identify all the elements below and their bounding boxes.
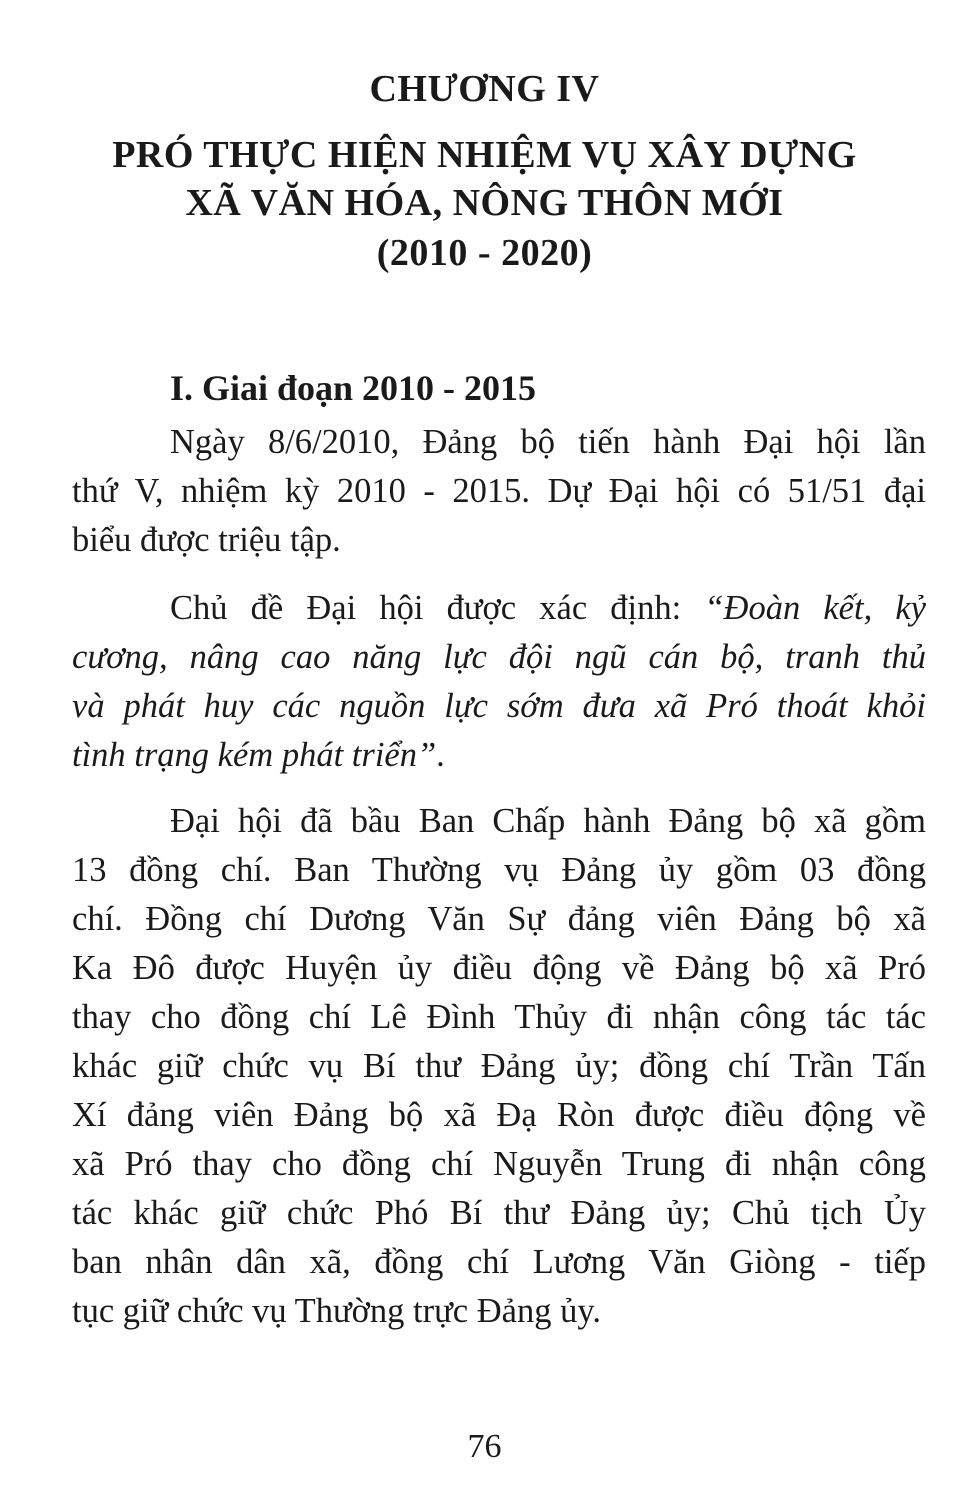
theme-quote: và phát huy các nguồn lực sớm đưa xã Pró thoát khỏi (72, 687, 926, 725)
paragraph-line (72, 584, 926, 633)
paragraph-line: khác giữ chức vụ Bí thư Đảng ủy; đồng chí Trần Tấn (72, 1047, 926, 1085)
paragraph-line: tác khác giữ chức Phó Bí thư Đảng ủy; Chủ tịch Ủy (72, 1194, 926, 1232)
paragraph-line: chí. Đồng chí Dương Văn Sự đảng viên Đảng bộ xã (72, 900, 926, 938)
chapter-period: (2010 - 2020) (376, 232, 593, 274)
section-heading: I. Giai đoạn 2010 - 2015 (170, 368, 537, 408)
chapter-title-line-1: PRÓ THỰC HIỆN NHIỆM VỤ XÂY DỰNG (112, 134, 857, 176)
paragraph-line (72, 731, 926, 780)
paragraph-line: Ka Đô được Huyện ủy điều động về Đảng bộ xã Pró (72, 949, 926, 987)
paragraph-line: thay cho đồng chí Lê Đình Thủy đi nhận công tác tác (72, 998, 926, 1036)
paragraph-congress-date (72, 418, 926, 565)
theme-quote: “Đoàn kết, kỷ (704, 589, 926, 627)
page-number: 76 (467, 1428, 502, 1465)
paragraph-line: xã Pró thay cho đồng chí Nguyễn Trung đi nhận công (72, 1145, 926, 1183)
theme-end: . (436, 736, 445, 774)
paragraph-line: Ngày 8/6/2010, Đảng bộ tiến hành Đại hội lần (170, 423, 926, 461)
theme-quote: cương, nâng cao năng lực đội ngũ cán bộ, tranh thủ (72, 638, 926, 676)
paragraph-executive-committee (72, 797, 926, 1336)
paragraph-line: Đại hội đã bầu Ban Chấp hành Đảng bộ xã gồm (170, 802, 926, 840)
paragraph-line: thứ V, nhiệm kỳ 2010 - 2015. Dự Đại hội có 51/51 đại (72, 472, 926, 510)
chapter-label: CHƯƠNG IV (369, 68, 600, 110)
paragraph-congress-theme (72, 584, 926, 780)
theme-intro: Chủ đề Đại hội được xác định: (170, 589, 705, 627)
paragraph-line: tục giữ chức vụ Thường trực Đảng ủy. (72, 1292, 601, 1330)
chapter-title-line-2: XÃ VĂN HÓA, NÔNG THÔN MỚI (185, 182, 784, 224)
paragraph-line: biểu được triệu tập. (72, 521, 341, 559)
paragraph-line: Xí đảng viên Đảng bộ xã Đạ Ròn được điều động về (72, 1096, 926, 1134)
paragraph-line: ban nhân dân xã, đồng chí Lương Văn Giòng - tiếp (72, 1243, 926, 1281)
theme-quote: tình trạng kém phát triển” (72, 736, 437, 774)
paragraph-line: 13 đồng chí. Ban Thường vụ Đảng ủy gồm 03 đồng (72, 851, 926, 889)
